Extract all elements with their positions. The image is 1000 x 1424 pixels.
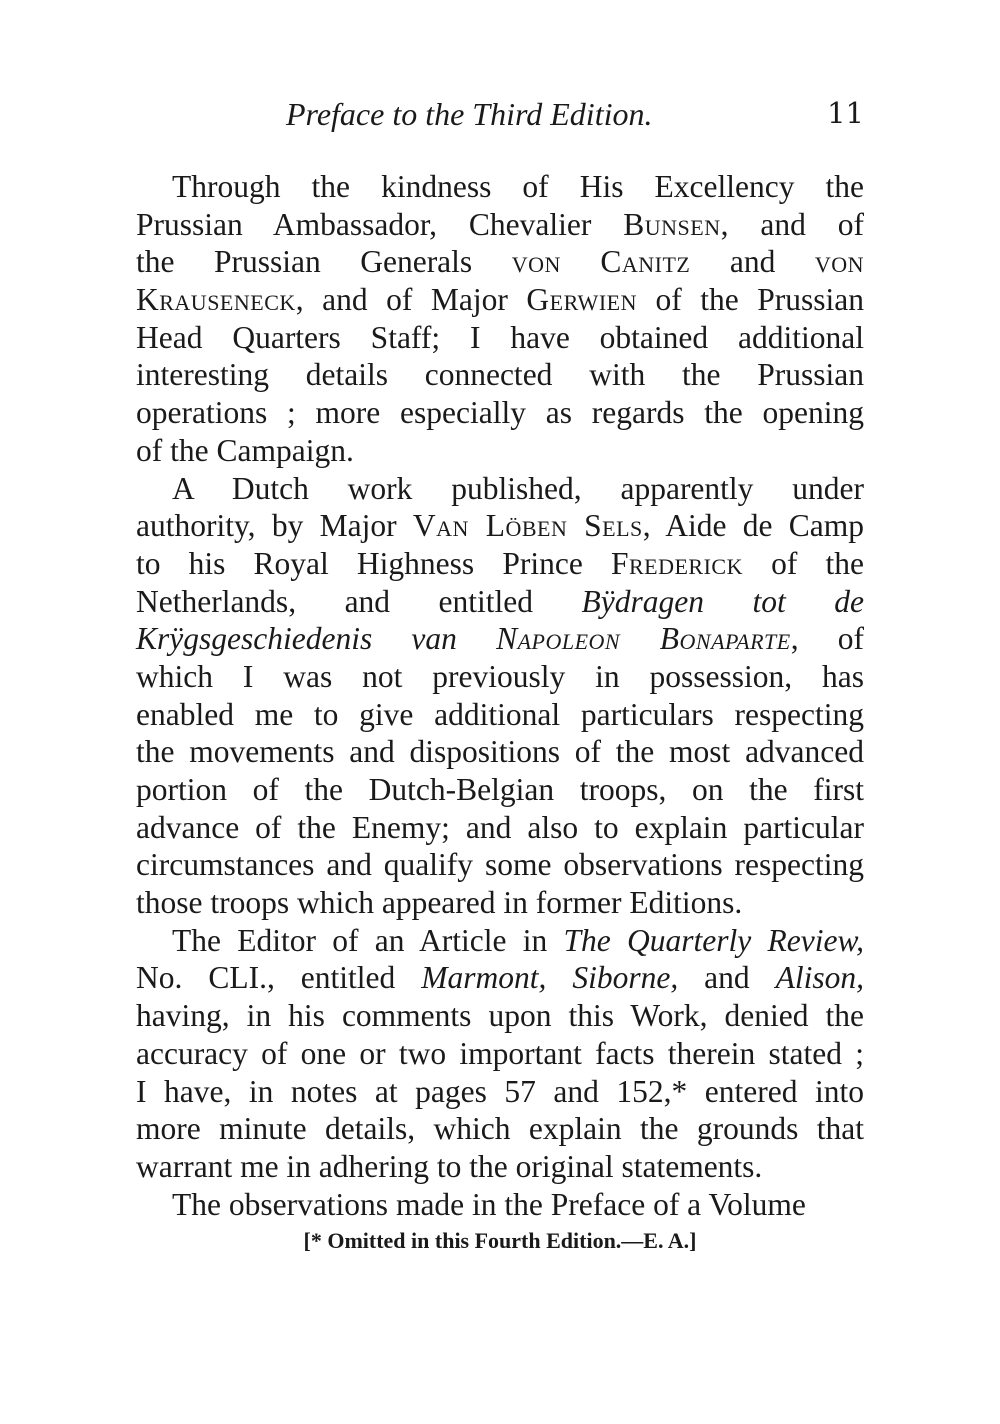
- text-segment: enabled me to give additional particulars respecting: [136, 696, 864, 732]
- text-segment: the Prussian Generals: [136, 244, 512, 280]
- text-segment: warrant me in adhering to the original statements.: [136, 1148, 763, 1184]
- text-segment: I have, in notes at pages 57 and 152,* entered into: [136, 1073, 864, 1109]
- text-line: [136, 733, 864, 771]
- person-name: Van Löben Sels: [412, 508, 643, 544]
- text-segment: having, in his comments upon this Work, denied the: [136, 998, 864, 1034]
- text-segment: Head Quarters Staff; I have obtained additional: [136, 319, 864, 355]
- text-line: [136, 997, 864, 1035]
- text-line: [136, 809, 864, 847]
- text-line: [136, 206, 864, 244]
- text-segment: The Editor of an Article in: [172, 922, 564, 958]
- running-title: Preface to the Third Edition.: [286, 96, 653, 132]
- text-segment: of the Prussian: [636, 282, 865, 318]
- text-line: [136, 356, 864, 394]
- text-line: [136, 470, 864, 508]
- text-segment: and: [678, 960, 776, 996]
- text-segment: , Aide de Camp: [642, 508, 864, 544]
- article-title: Marmont, Siborne,: [421, 960, 679, 996]
- running-head: [136, 96, 864, 140]
- page-number: 11: [827, 96, 864, 130]
- text-line: [136, 545, 864, 583]
- text-line: [136, 771, 864, 809]
- text-segment: which I was not previously in possession, has: [136, 658, 864, 694]
- person-name: von: [511, 244, 561, 280]
- text-segment: and: [690, 244, 815, 280]
- text-segment: to his Royal Highness Prince: [136, 545, 611, 581]
- text-segment: , and of: [720, 206, 864, 242]
- text-segment: [561, 244, 601, 279]
- book-title: Napoleon Bonaparte: [496, 621, 791, 657]
- text-line: [136, 1073, 864, 1111]
- text-line: [136, 432, 864, 470]
- footnote: [* Omitted in this Fourth Edition.—E. A.]: [303, 1228, 697, 1253]
- text-segment: those troops which appeared in former Editions.: [136, 885, 743, 921]
- text-segment: A Dutch work published, apparently under: [172, 470, 864, 506]
- text-segment: , of: [790, 621, 864, 657]
- text-line: [136, 168, 864, 206]
- text-line: [136, 1148, 864, 1186]
- text-segment: Through the kindness of His Excellency the: [172, 169, 864, 204]
- text-line: [136, 884, 864, 922]
- text-line: [136, 922, 864, 960]
- text-line: [136, 583, 864, 621]
- text-line: [136, 959, 864, 997]
- person-name: Canitz: [600, 244, 691, 280]
- text-segment: circumstances and qualify some observations respecting: [136, 847, 864, 883]
- text-segment: more minute details, which explain the grounds that: [136, 1111, 864, 1147]
- publication-title: The Quarterly Review,: [563, 922, 864, 958]
- text-segment: advance of the Enemy; and also to explain particular: [136, 809, 864, 845]
- text-line: [136, 243, 864, 281]
- text-segment: interesting details connected with the Prussian: [136, 357, 864, 393]
- text-line: [136, 620, 864, 658]
- text-line: [136, 394, 864, 432]
- text-line: [136, 507, 864, 545]
- person-name: Krauseneck: [136, 282, 296, 318]
- person-name: Frederick: [610, 545, 743, 581]
- book-title: Bÿdragen tot de: [581, 583, 864, 619]
- text-line: [136, 696, 864, 734]
- body-text: [136, 168, 864, 1223]
- text-segment: the movements and dispositions of the most advanced: [136, 734, 864, 770]
- text-line: [136, 846, 864, 884]
- text-line: [136, 319, 864, 357]
- person-name: Bunsen: [623, 206, 721, 242]
- text-segment: of the Campaign.: [136, 432, 354, 468]
- text-segment: portion of the Dutch-Belgian troops, on the first: [136, 772, 864, 807]
- text-line: [136, 1110, 864, 1148]
- text-segment: Netherlands, and entitled: [136, 583, 582, 619]
- text-segment: operations ; more especially as regards the opening: [136, 395, 864, 431]
- text-segment: Prussian Ambassador, Chevalier: [136, 206, 624, 242]
- person-name: von: [814, 244, 865, 280]
- article-title: Alison,: [775, 960, 865, 996]
- text-segment: The observations made in the Preface of a Volume: [172, 1186, 806, 1222]
- text-segment: No. CLI., entitled: [136, 960, 422, 996]
- book-title: Krÿgsgeschiedenis van: [136, 621, 497, 657]
- text-segment: of the: [742, 545, 864, 581]
- text-line: [136, 1186, 864, 1224]
- text-line: [136, 281, 864, 319]
- text-segment: accuracy of one or two important facts therein stated ;: [136, 1035, 864, 1071]
- text-segment: authority, by Major: [136, 508, 413, 544]
- person-name: Gerwien: [526, 282, 637, 318]
- text-line: [136, 658, 864, 696]
- text-segment: , and of Major: [295, 282, 527, 318]
- text-line: [136, 1035, 864, 1073]
